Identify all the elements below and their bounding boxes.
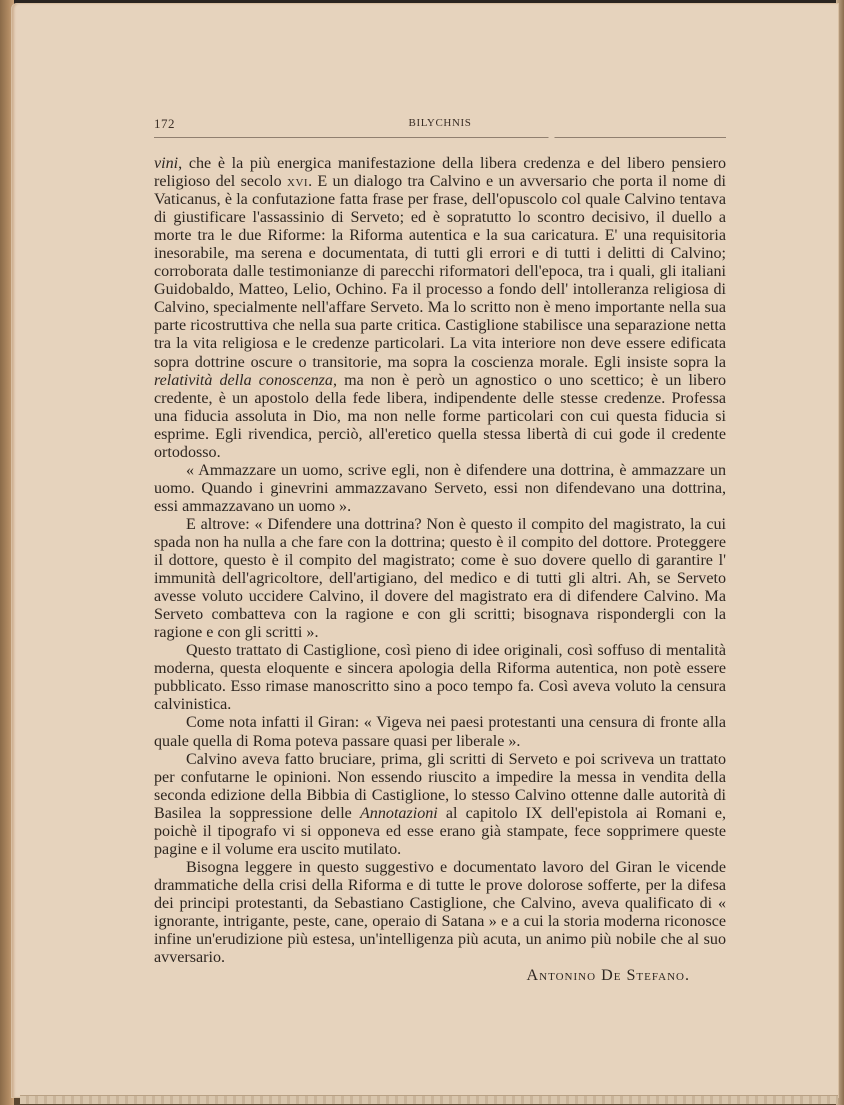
paragraph — [154, 859, 726, 967]
paragraph — [154, 642, 726, 714]
text-run: al capitolo IX dell'epistola ai Romani e, poichè il tipografo vi si opponeva ed esse erano già stampate, fece sopprimere queste pagine e il volume era uscito mutilato. — [154, 804, 727, 858]
paragraph-list — [154, 155, 726, 967]
page-bottom-edge — [20, 1095, 838, 1104]
running-title: BILYCHNIS — [408, 117, 472, 129]
text-run: Questo trattato di Castiglione, così pieno di idee originali, così soffuso di mentalità moderna, questa eloquente e sincera apologia della Riforma autentica, non potè essere pubblicato. Esso rimase manoscritto sino a poco tempo fa. Così aveva voluto la censura calvinistica. — [154, 642, 726, 714]
text-run: Come nota infatti il Giran: « Vigeva nei paesi protestanti una censura di fronte alla quale quella di Roma poteva passare quasi per liberale ». — [154, 714, 726, 750]
italic-phrase: vini — [154, 155, 179, 172]
text-run: Bisogna leggere in questo suggestivo e documentato lavoro del Giran le vicende drammatiche della crisi della Riforma e di tutte le prove dolorose sofferte, per la difesa dei principi protestanti, da Sebastiano Castiglione, che Calvino, aveva qualificato di « ignorante, intrigante, peste, cane, operaio di Satana » e a cui la storia moderna riconosce infine un'erudizione più estesa, un'intelligenza più acuta, un animo più nobile che al suo avversario. — [154, 858, 726, 967]
text-run: , che è la più energica manifestazione della libera credenza e del libero pensiero religioso del secolo — [154, 155, 726, 191]
italic-phrase: relatività della conoscenza — [154, 371, 333, 389]
paragraph — [154, 462, 726, 516]
italic-phrase: Annotazioni — [359, 804, 438, 822]
paragraph — [154, 714, 726, 750]
text-run: Calvino aveva fatto bruciare, prima, gli scritti di Serveto e poi scriveva un trattato per confutarne le opinioni. Non essendo riuscito a impedire la messa in vendita della seconda edizione della Bibbia di Castiglione, lo stesso Calvino ottenne dalle autorità di Basilea la soppressione delle — [154, 750, 726, 822]
running-header — [154, 116, 726, 138]
paragraph — [154, 155, 726, 462]
text-run: . E un dialogo tra Calvino e un avversario che porta il nome di Vaticanus, è la confutazione fatta frase per frase, dell'opuscolo col quale Calvino tentava di giustificare l'assassinio di Serveto; ed è sopratutto lo scontro decisivo, il duello a morte tra le due Riforme: la Riforma autentica e la sua caricatura. E' una requisitoria inesorabile, ma serena e documentata, di tutti gli errori e di tutti i delitti di Calvino; corroborata dalle testimonianze di parecchi riformatori dell'epoca, tra i quali, gli italiani Guidobaldo, Matteo, Lelio, Ochino. Fa il processo a fondo dell' intolleranza religiosa di Calvino, specialmente nell'affare Serveto. Ma lo scritto non è meno importante nella sua parte ricostruttiva che nella sua parte critica. Castiglione stabilisce una separazione netta tra la vita religiosa e le credenze particolari. La vita interiore non deve essere edificata sopra dottrine oscure o transitorie, ma sopra la coscienza morale. Egli insiste sopra la — [154, 173, 726, 371]
page-number: 172 — [154, 116, 175, 131]
text-run: E altrove: « Difendere una dottrina? Non è questo il compito del magistrato, la cui spada non ha nulla a che fare con la dottrina; questo è il compito del dottore. Proteggere il dottore, questo è il compito del magistrato; come è suo dovere quello di garantire l' immunità dell'agricoltore, dell'artigiano, del medico e di tutti gli altri. Ah, se Serveto avesse voluto uccidere Calvino, il dovere del magistrato era di difendere Calvino. Ma Serveto combatteva con la ragione e con gli scritti; bisognava rispondergli con la ragione e con gli scritti ». — [154, 515, 726, 642]
header-rule — [154, 137, 726, 138]
text-run: « Ammazzare un uomo, scrive egli, non è difendere una dottrina, è ammazzare un uomo. Quando i ginevrini ammazzavano Serveto, essi non difendevano una dottrina, essi ammazzavano un uomo ». — [154, 461, 726, 515]
article-body — [154, 155, 726, 985]
paragraph — [154, 751, 726, 859]
paragraph — [154, 516, 726, 642]
text-run: , ma non è però un agnostico o uno scettico; è un libero credente, è un apostolo della fede libera, indipendente delle stesse credenze. Professa una fiducia assoluta in Dio, ma non nelle forme particolari con cui questa fiducia si esprime. Egli rivendica, perciò, all'eretico quella stessa libertà di cui gode il credente ortodosso. — [154, 371, 726, 461]
author-signature: Antonino De Stefano. — [526, 967, 690, 985]
roman-numeral: xvi — [287, 173, 309, 191]
